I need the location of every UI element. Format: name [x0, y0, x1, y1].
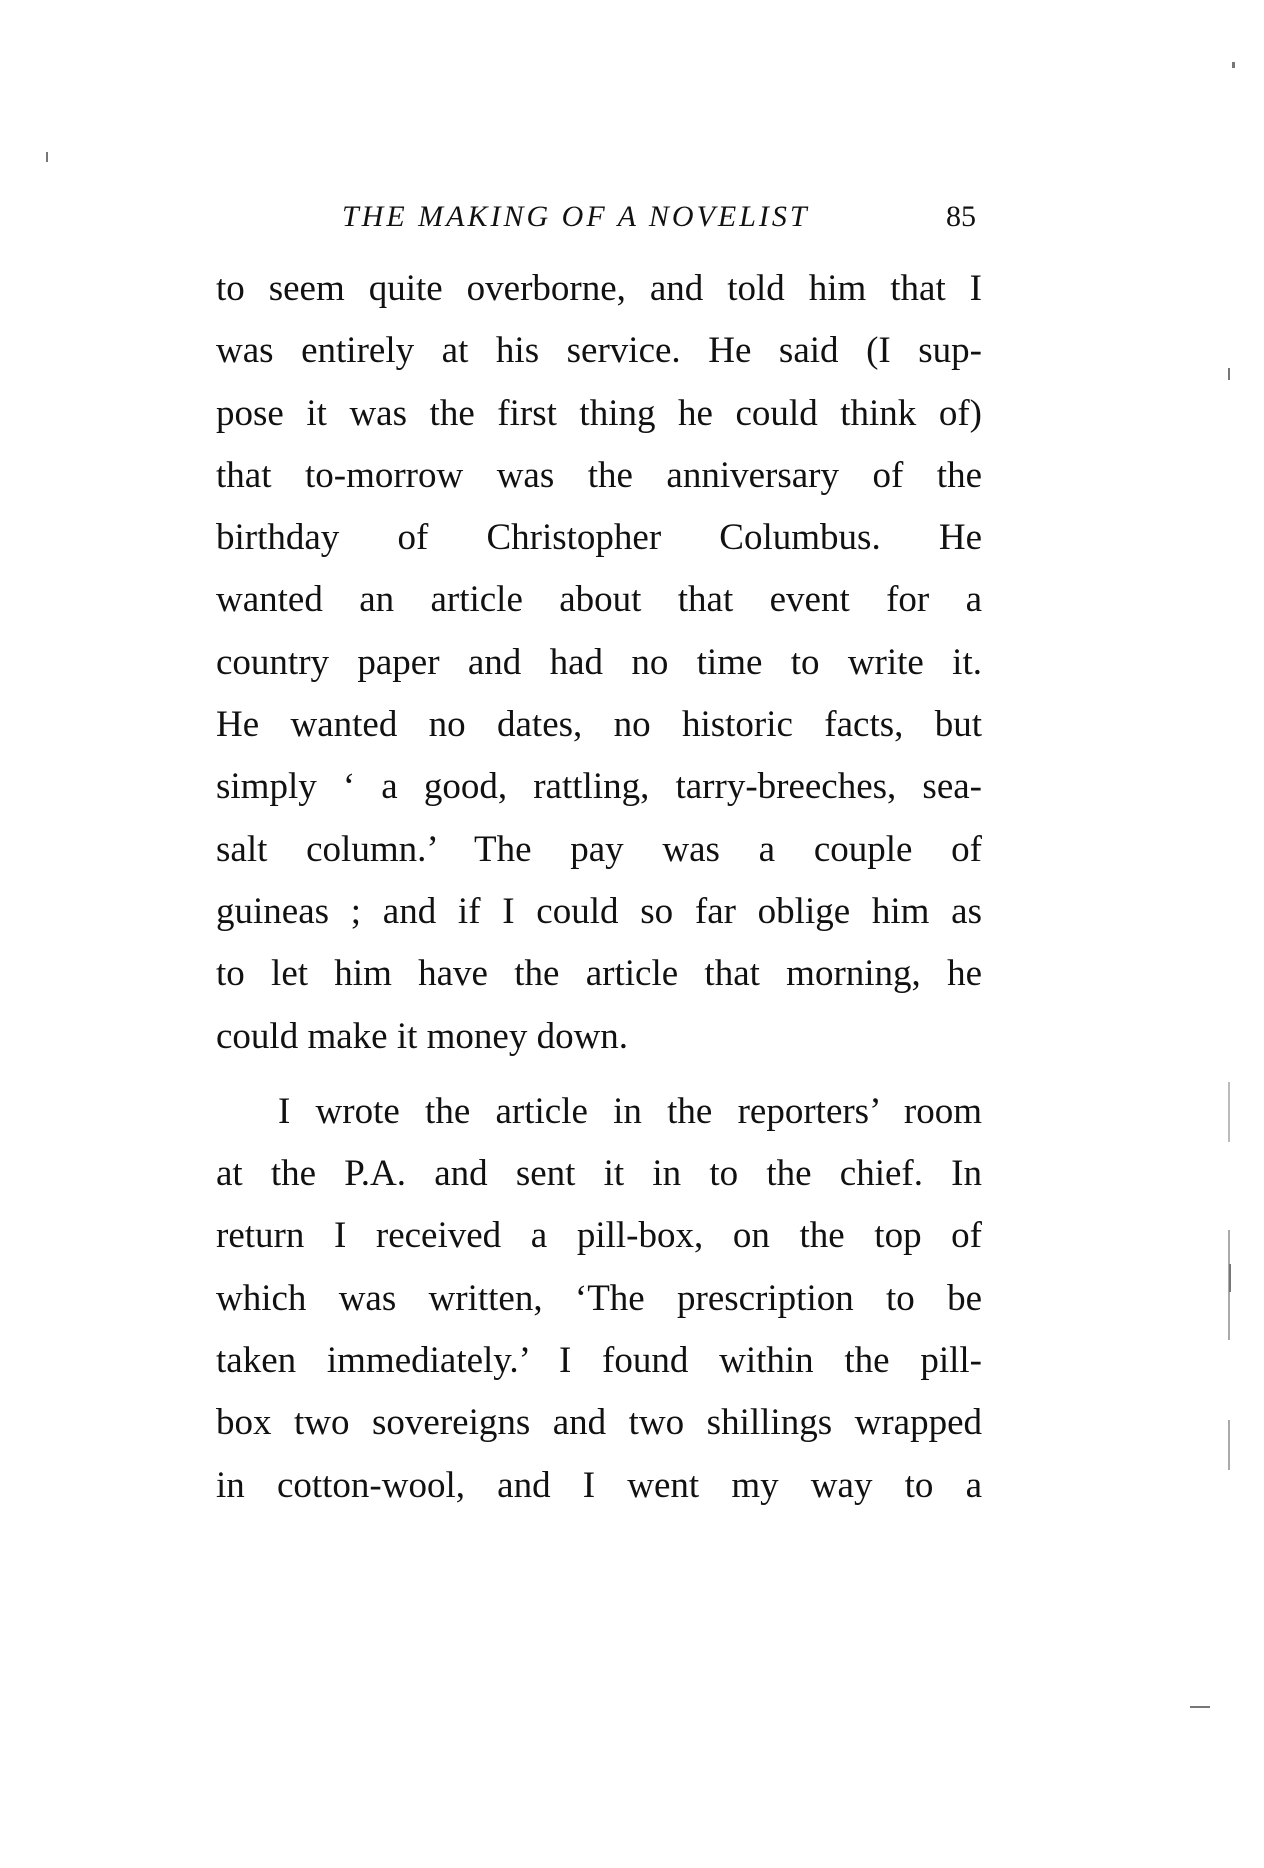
text-line: I wrote the article in the reporters’ room: [278, 1090, 982, 1132]
text-line: country paper and had no time to write it.: [216, 641, 982, 683]
text-line: return I received a pill-box, on the top of: [216, 1215, 982, 1257]
text-line: guineas ; and if I could so far oblige him as: [216, 890, 982, 932]
text-line: at the P.A. and sent it in to the chief. In: [216, 1153, 982, 1195]
scan-mark: [1228, 368, 1230, 380]
scan-mark: [1228, 1082, 1230, 1142]
text-line: to seem quite overborne, and told him that I: [216, 268, 982, 309]
text-line: in cotton-wool, and I went my way to a: [216, 1464, 982, 1506]
paragraph-1: [216, 258, 982, 1068]
text-line: wanted an article about that event for a: [216, 579, 982, 621]
text-line: which was written, ‘The prescription to be: [216, 1277, 982, 1319]
running-title: THE MAKING OF A NOVELIST: [342, 200, 810, 233]
text-line: box two sovereigns and two shillings wrapped: [216, 1402, 982, 1444]
text-line: taken immediately.’ I found within the pill-: [216, 1340, 982, 1382]
page-number: 85: [946, 200, 976, 233]
text-line: to let him have the article that morning, he: [216, 953, 982, 995]
text-line: He wanted no dates, no historic facts, but: [216, 704, 982, 746]
text-line: that to-morrow was the anniversary of the: [216, 454, 982, 496]
text-line: simply ‘ a good, rattling, tarry-breeches, sea-: [216, 766, 982, 808]
text-line: salt column.’ The pay was a couple of: [216, 828, 982, 870]
scan-mark: [1190, 1706, 1210, 1708]
scan-mark: [46, 152, 48, 162]
text-line: birthday of Christopher Columbus. He: [216, 517, 982, 559]
running-head: [0, 196, 1264, 246]
paragraph-gap: [216, 1068, 982, 1081]
text-line: could make it money down.: [216, 1015, 629, 1057]
scan-mark: [1228, 1420, 1230, 1470]
scan-mark: [1229, 1264, 1231, 1292]
text-line: was entirely at his service. He said (I sup-: [216, 330, 982, 372]
body-text: [216, 258, 982, 1517]
text-line: pose it was the first thing he could think of): [216, 392, 982, 434]
scan-mark: [1232, 62, 1235, 68]
paragraph-2: [216, 1081, 982, 1517]
